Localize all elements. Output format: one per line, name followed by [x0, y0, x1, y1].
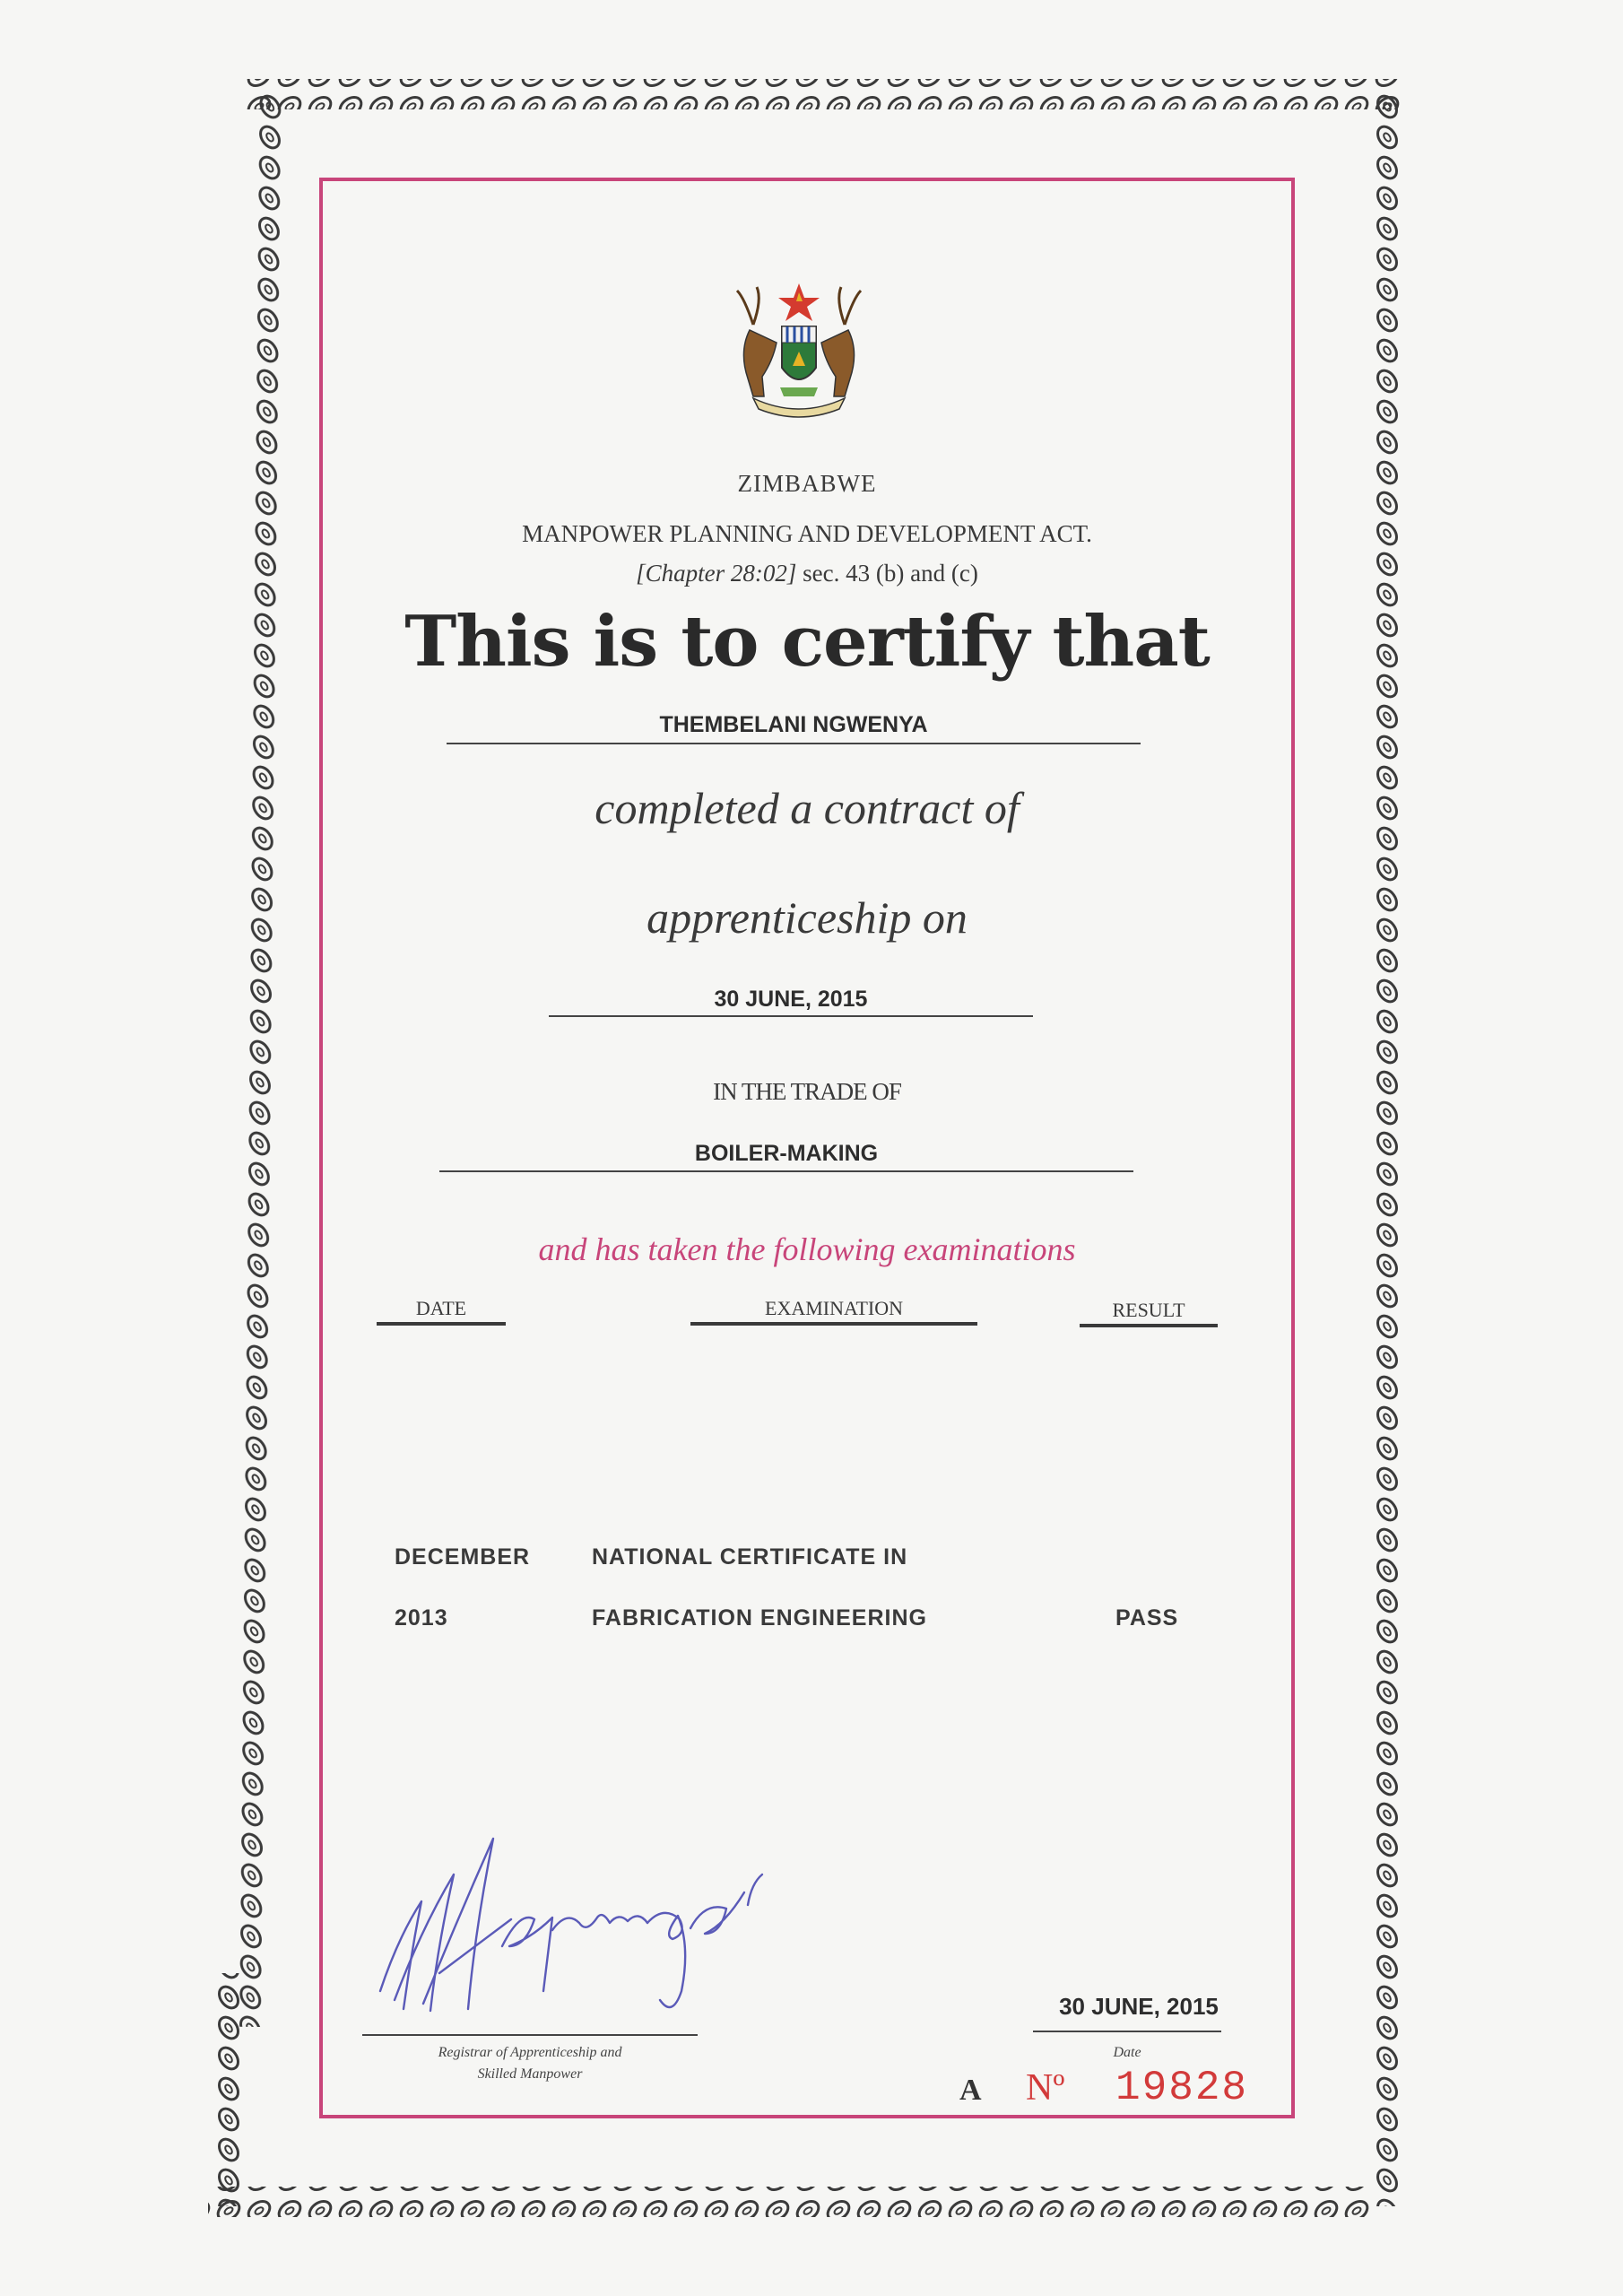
act-chapter: [319, 560, 1295, 587]
section-reference: sec. 43 (b) and (c): [796, 560, 978, 587]
signed-date-line: [1033, 2031, 1221, 2032]
act-title: MANPOWER PLANNING AND DEVELOPMENT ACT.: [522, 520, 1092, 547]
column-header-date: DATE: [415, 1297, 467, 1319]
column-header-result: RESULT: [1112, 1299, 1185, 1321]
exam-date-month: DECEMBER: [395, 1544, 531, 1570]
registrar-signature: [368, 1812, 816, 2027]
coat-of-arms-emblem: [717, 280, 881, 425]
examinations-intro: and has taken the following examinations: [538, 1231, 1076, 1267]
registrar-signature-line: [362, 2034, 698, 2036]
column-header-examination-rule: [690, 1322, 977, 1326]
column-header-date-rule: [377, 1322, 506, 1326]
serial-letter: A: [959, 2074, 982, 2107]
completion-date-underline: [549, 1015, 1033, 1017]
registrar-title-line-2: Skilled Manpower: [477, 2066, 583, 2082]
certificate-headline: This is to certify that: [404, 601, 1210, 683]
serial-prefix: Nº: [1026, 2067, 1065, 2109]
trade-name: BOILER-MAKING: [694, 1141, 879, 1166]
holder-name-underline: [447, 743, 1141, 744]
date-caption: Date: [1113, 2045, 1141, 2060]
phrase-contract: completed a contract of: [595, 783, 1020, 833]
signed-date: 30 JUNE, 2015: [1059, 1993, 1219, 2020]
column-header-result-rule: [1080, 1324, 1218, 1327]
trade-label: IN THE TRADE OF: [713, 1078, 901, 1105]
exam-result: PASS: [1115, 1605, 1179, 1631]
chapter-reference: [Chapter 28:02]: [636, 560, 797, 587]
exam-name-line-2: FABRICATION ENGINEERING: [592, 1605, 927, 1631]
column-header-examination: EXAMINATION: [765, 1297, 903, 1319]
holder-name: THEMBELANI NGWENYA: [659, 712, 928, 737]
serial-number: 19828: [1115, 2065, 1249, 2111]
exam-name-line-1: NATIONAL CERTIFICATE IN: [592, 1544, 908, 1570]
trade-underline: [439, 1170, 1133, 1172]
exam-date-year: 2013: [395, 1605, 448, 1631]
completion-date: 30 JUNE, 2015: [714, 987, 868, 1012]
registrar-title-line-1: Registrar of Apprenticeship and: [438, 2045, 622, 2060]
phrase-apprenticeship: apprenticeship on: [647, 892, 968, 943]
country-heading: ZIMBABWE: [737, 470, 877, 497]
